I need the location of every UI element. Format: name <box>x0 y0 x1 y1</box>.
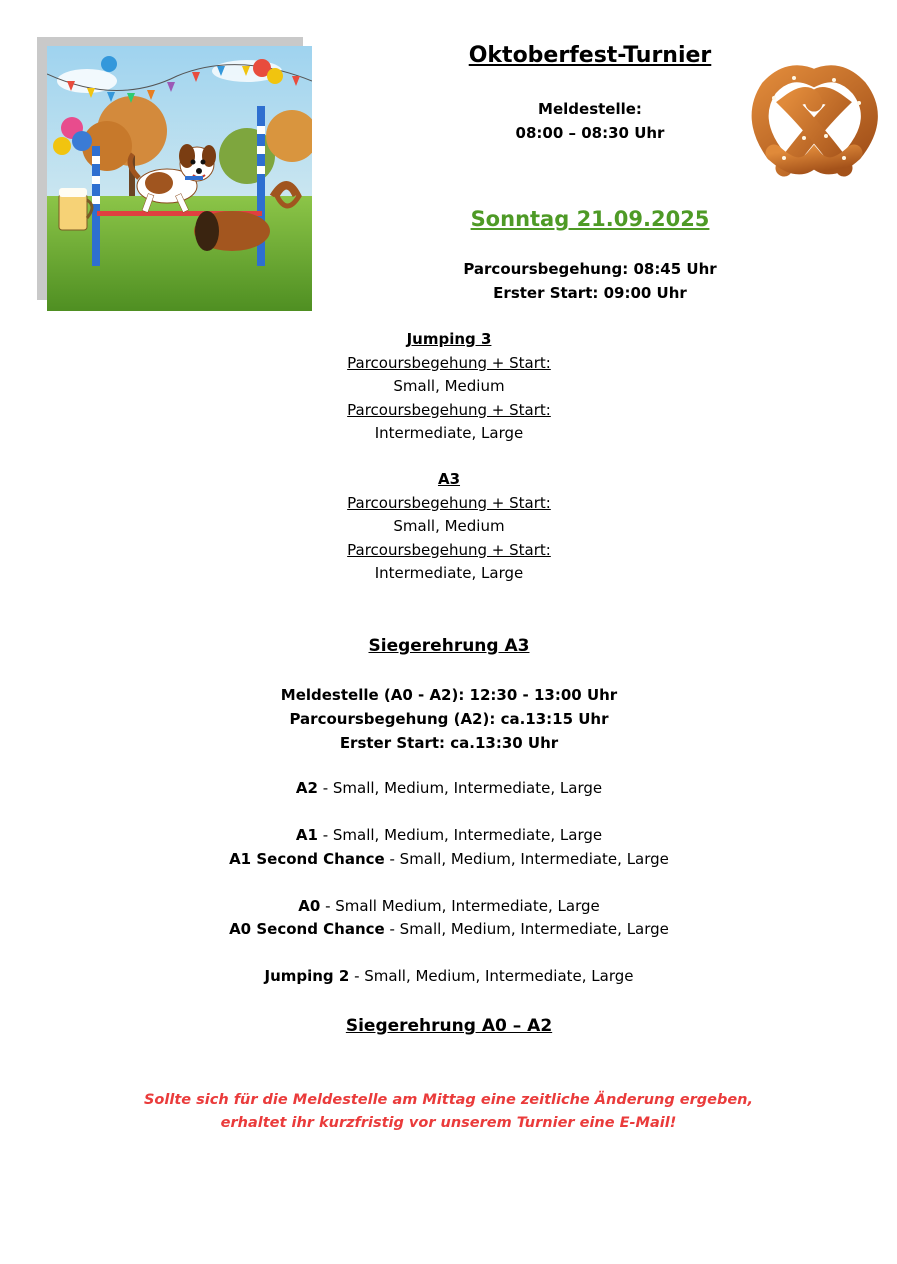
jumping3-block <box>249 328 649 446</box>
class-name: Jumping 2 <box>264 967 350 985</box>
class-name: A0 Second Chance <box>229 920 385 938</box>
class-list <box>99 777 799 989</box>
class-sizes: Small, Medium, Intermediate, Large <box>399 849 669 868</box>
afternoon-times <box>149 683 749 755</box>
notice-line-1: Sollte sich für die Meldestelle am Mittag eine zeitliche Änderung ergeben, <box>143 1092 754 1108</box>
spacer <box>99 871 799 895</box>
morning-times <box>330 257 850 305</box>
afternoon-parcoursbegehung: Parcoursbegehung (A2): ca.13:15 Uhr <box>289 710 609 728</box>
page-title: Oktoberfest-Turnier <box>468 43 712 68</box>
class-separator: - <box>384 920 400 938</box>
notice-line-2: erhaltet ihr kurzfristig vor unserem Turnier eine E-Mail! <box>220 1115 677 1131</box>
siegerehrung-a3-heading: Siegerehrung A3 <box>368 636 530 656</box>
jumping3-group-label: Parcoursbegehung + Start: <box>347 353 551 372</box>
siegerehrung-a0-a2-heading: Siegerehrung A0 – A2 <box>345 1016 553 1036</box>
class-sizes: Small Medium, Intermediate, Large <box>335 896 600 915</box>
a3-block <box>249 468 649 586</box>
pretzel-icon <box>744 58 886 188</box>
class-separator: - <box>317 779 333 797</box>
class-name: A1 Second Chance <box>229 849 385 868</box>
event-date: Sonntag 21.09.2025 <box>470 207 710 231</box>
afternoon-erster-start: Erster Start: ca.13:30 Uhr <box>339 734 559 752</box>
class-row-a0 <box>99 895 799 919</box>
spacer <box>99 942 799 966</box>
jumping3-group-sizes: Intermediate, Large <box>374 424 524 442</box>
afternoon-meldestelle: Meldestelle (A0 - A2): 12:30 - 13:00 Uhr <box>280 686 618 704</box>
class-row-a2 <box>99 777 799 801</box>
meldestelle-time: 08:00 – 08:30 Uhr <box>515 124 665 142</box>
jumping3-group-label: Parcoursbegehung + Start: <box>347 400 551 419</box>
class-name: A1 <box>295 826 318 844</box>
class-row-a1 <box>99 824 799 848</box>
a3-group-label: Parcoursbegehung + Start: <box>347 493 551 512</box>
spacer <box>99 801 799 825</box>
class-name: A0 <box>298 896 321 915</box>
dog-agility-illustration <box>47 46 312 311</box>
class-row-a0-second-chance <box>99 918 799 942</box>
class-sizes: Small, Medium, Intermediate, Large <box>332 779 603 797</box>
class-name: A2 <box>295 779 318 797</box>
a3-group-sizes: Intermediate, Large <box>374 564 524 582</box>
class-sizes: Small, Medium, Intermediate, Large <box>364 967 634 985</box>
notice <box>60 1089 837 1135</box>
parcoursbegehung-time: Parcoursbegehung: 08:45 Uhr <box>463 260 717 278</box>
class-separator: - <box>317 826 333 844</box>
class-row-jumping2 <box>99 965 799 989</box>
class-sizes: Small, Medium, Intermediate, Large <box>399 920 669 938</box>
erster-start-time: Erster Start: 09:00 Uhr <box>493 284 687 302</box>
class-separator: - <box>384 849 400 868</box>
jumping3-group-sizes: Small, Medium <box>393 377 505 395</box>
class-separator: - <box>320 896 336 915</box>
a3-group-label: Parcoursbegehung + Start: <box>347 540 551 559</box>
class-separator: - <box>349 967 365 985</box>
class-row-a1-second-chance <box>99 848 799 872</box>
a3-heading: A3 <box>437 470 461 488</box>
class-sizes: Small, Medium, Intermediate, Large <box>332 826 603 844</box>
a3-group-sizes: Small, Medium <box>393 517 505 535</box>
jumping3-heading: Jumping 3 <box>406 330 492 348</box>
meldestelle-label: Meldestelle: <box>538 100 642 118</box>
